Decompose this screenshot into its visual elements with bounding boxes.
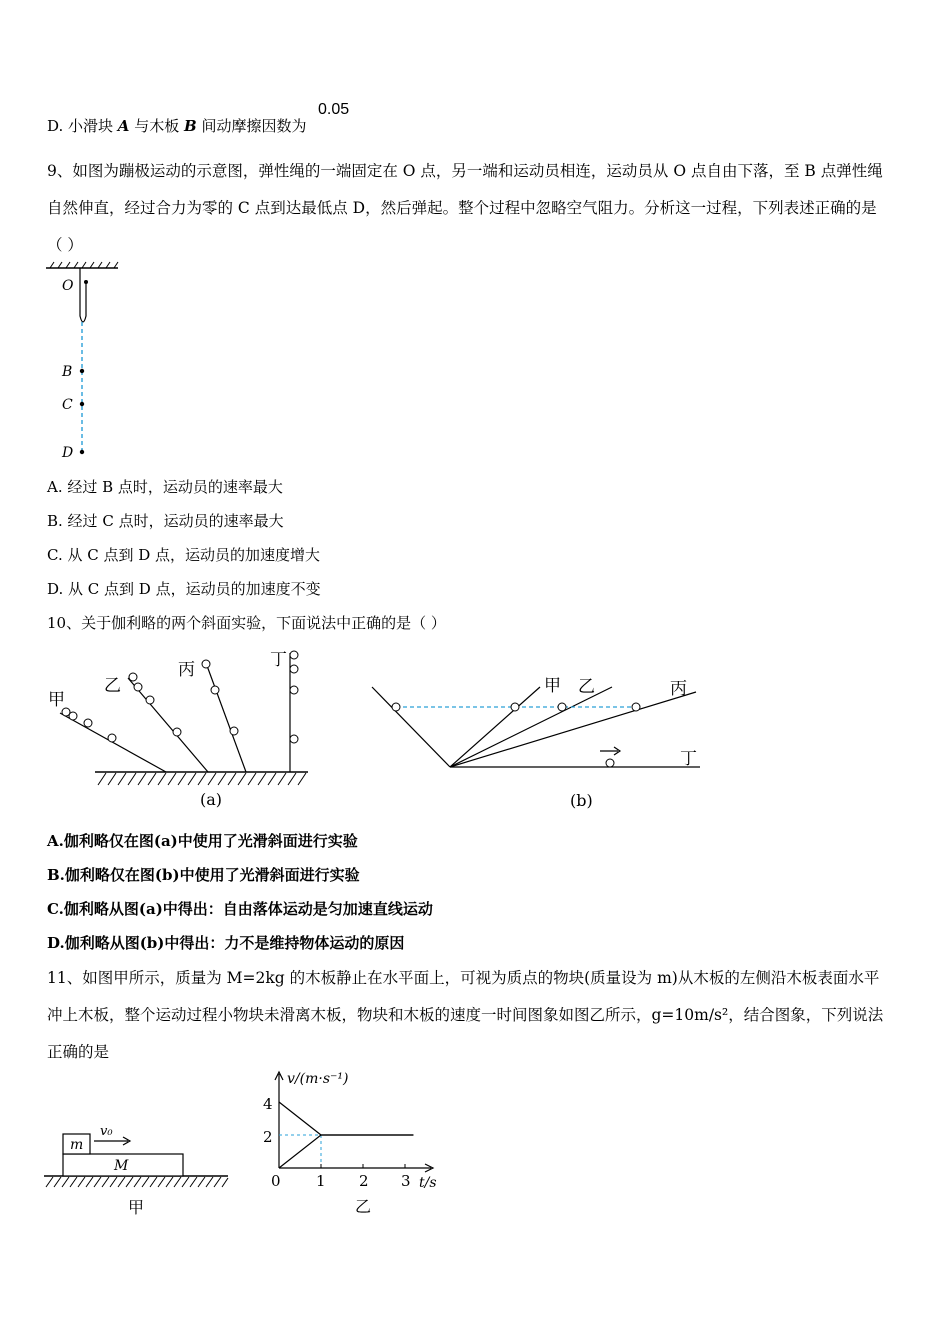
y-tick-4: 4 [263, 1095, 273, 1113]
q9-bungee-figure [40, 262, 130, 462]
y-axis-label: v/(m·s⁻¹) [287, 1071, 349, 1087]
x-tick-2: 2 [359, 1172, 369, 1190]
q9-stem-line2: 自然伸直，经过合力为零的 C 点到达最低点 D，然后弹起。整个过程中忽略空气阻力。分析这一过程，下列表述正确的是 [47, 199, 877, 217]
q10a-caption: (a) [200, 790, 223, 809]
q9-label-d: D [62, 445, 74, 461]
q10-option-d: D.伽利略从图(b)中得出：力不是维持物体运动的原因 [47, 934, 405, 952]
q10-figure-b [360, 670, 710, 815]
q11-figure-jia [44, 1115, 234, 1220]
q10b-caption: (b) [570, 791, 593, 810]
q9-answer-blank: （ ） [47, 236, 83, 254]
q10-option-b: B.伽利略仅在图(b)中使用了光滑斜面进行实验 [47, 866, 360, 884]
x-tick-1: 1 [316, 1172, 326, 1190]
q9-label-c: C [62, 397, 73, 413]
board-m-label: M [114, 1158, 129, 1174]
x-tick-3: 3 [401, 1172, 411, 1190]
q10a-label-bing: 丙 [178, 660, 195, 680]
block-m-label: m [70, 1137, 84, 1153]
q8-option-d: D. 小滑块 A 与木板 B 间动摩擦因数为 [47, 117, 307, 135]
q11-stem-line1: 11、如图甲所示，质量为 M=2kg 的木板静止在水平面上，可视为质点的物块(质量设为 m)从木板的左侧沿木板表面水平 [47, 969, 880, 987]
q10a-label-yi: 乙 [104, 676, 121, 696]
q10a-label-jia: 甲 [48, 690, 65, 710]
q9-option-a: A. 经过 B 点时，运动员的速率最大 [47, 478, 283, 496]
q10b-label-jia: 甲 [544, 676, 561, 696]
x-axis-label: t/s [419, 1175, 437, 1191]
q10-stem: 10、关于伽利略的两个斜面实验，下面说法中正确的是（ ） [47, 614, 446, 632]
q11-stem-line2: 冲上木板，整个运动过程小物块未滑离木板，物块和木板的速度一时间图象如图乙所示，g=10m/s²，结合图象，下列说法 [47, 1006, 884, 1024]
fig-yi-caption: 乙 [355, 1197, 372, 1216]
fig-jia-caption: 甲 [128, 1198, 145, 1217]
q9-label-b: B [62, 364, 73, 380]
q10b-label-bing: 丙 [670, 679, 687, 699]
q10-figure-a [40, 645, 320, 815]
q10a-label-ding: 丁 [270, 650, 287, 670]
y-tick-2: 2 [263, 1128, 273, 1146]
q11-vt-chart [255, 1066, 455, 1221]
q9-option-c: C. 从 C 点到 D 点，运动员的加速度增大 [47, 546, 321, 564]
q10b-label-yi: 乙 [578, 677, 595, 697]
q11-stem-line3: 正确的是 [47, 1043, 110, 1061]
vt-series-line-1 [279, 1135, 413, 1168]
q8-option-d-value: 0.05 [318, 101, 350, 118]
q10-option-c: C.伽利略从图(a)中得出：自由落体运动是匀加速直线运动 [47, 900, 433, 918]
q10b-label-ding: 丁 [680, 749, 697, 769]
q9-label-o: O [62, 278, 74, 294]
q9-option-d: D. 从 C 点到 D 点，运动员的加速度不变 [47, 580, 321, 598]
q10-option-a: A.伽利略仅在图(a)中使用了光滑斜面进行实验 [47, 832, 358, 850]
vt-series-line-0 [279, 1102, 413, 1135]
v0-label: v₀ [100, 1124, 113, 1139]
q9-stem-line1: 9、如图为蹦极运动的示意图，弹性绳的一端固定在 O 点，另一端和运动员相连，运动员从 O 点自由下落，至 B 点弹性绳 [47, 162, 883, 180]
q9-option-b: B. 经过 C 点时，运动员的速率最大 [47, 512, 284, 530]
x-tick-0: 0 [271, 1172, 281, 1190]
